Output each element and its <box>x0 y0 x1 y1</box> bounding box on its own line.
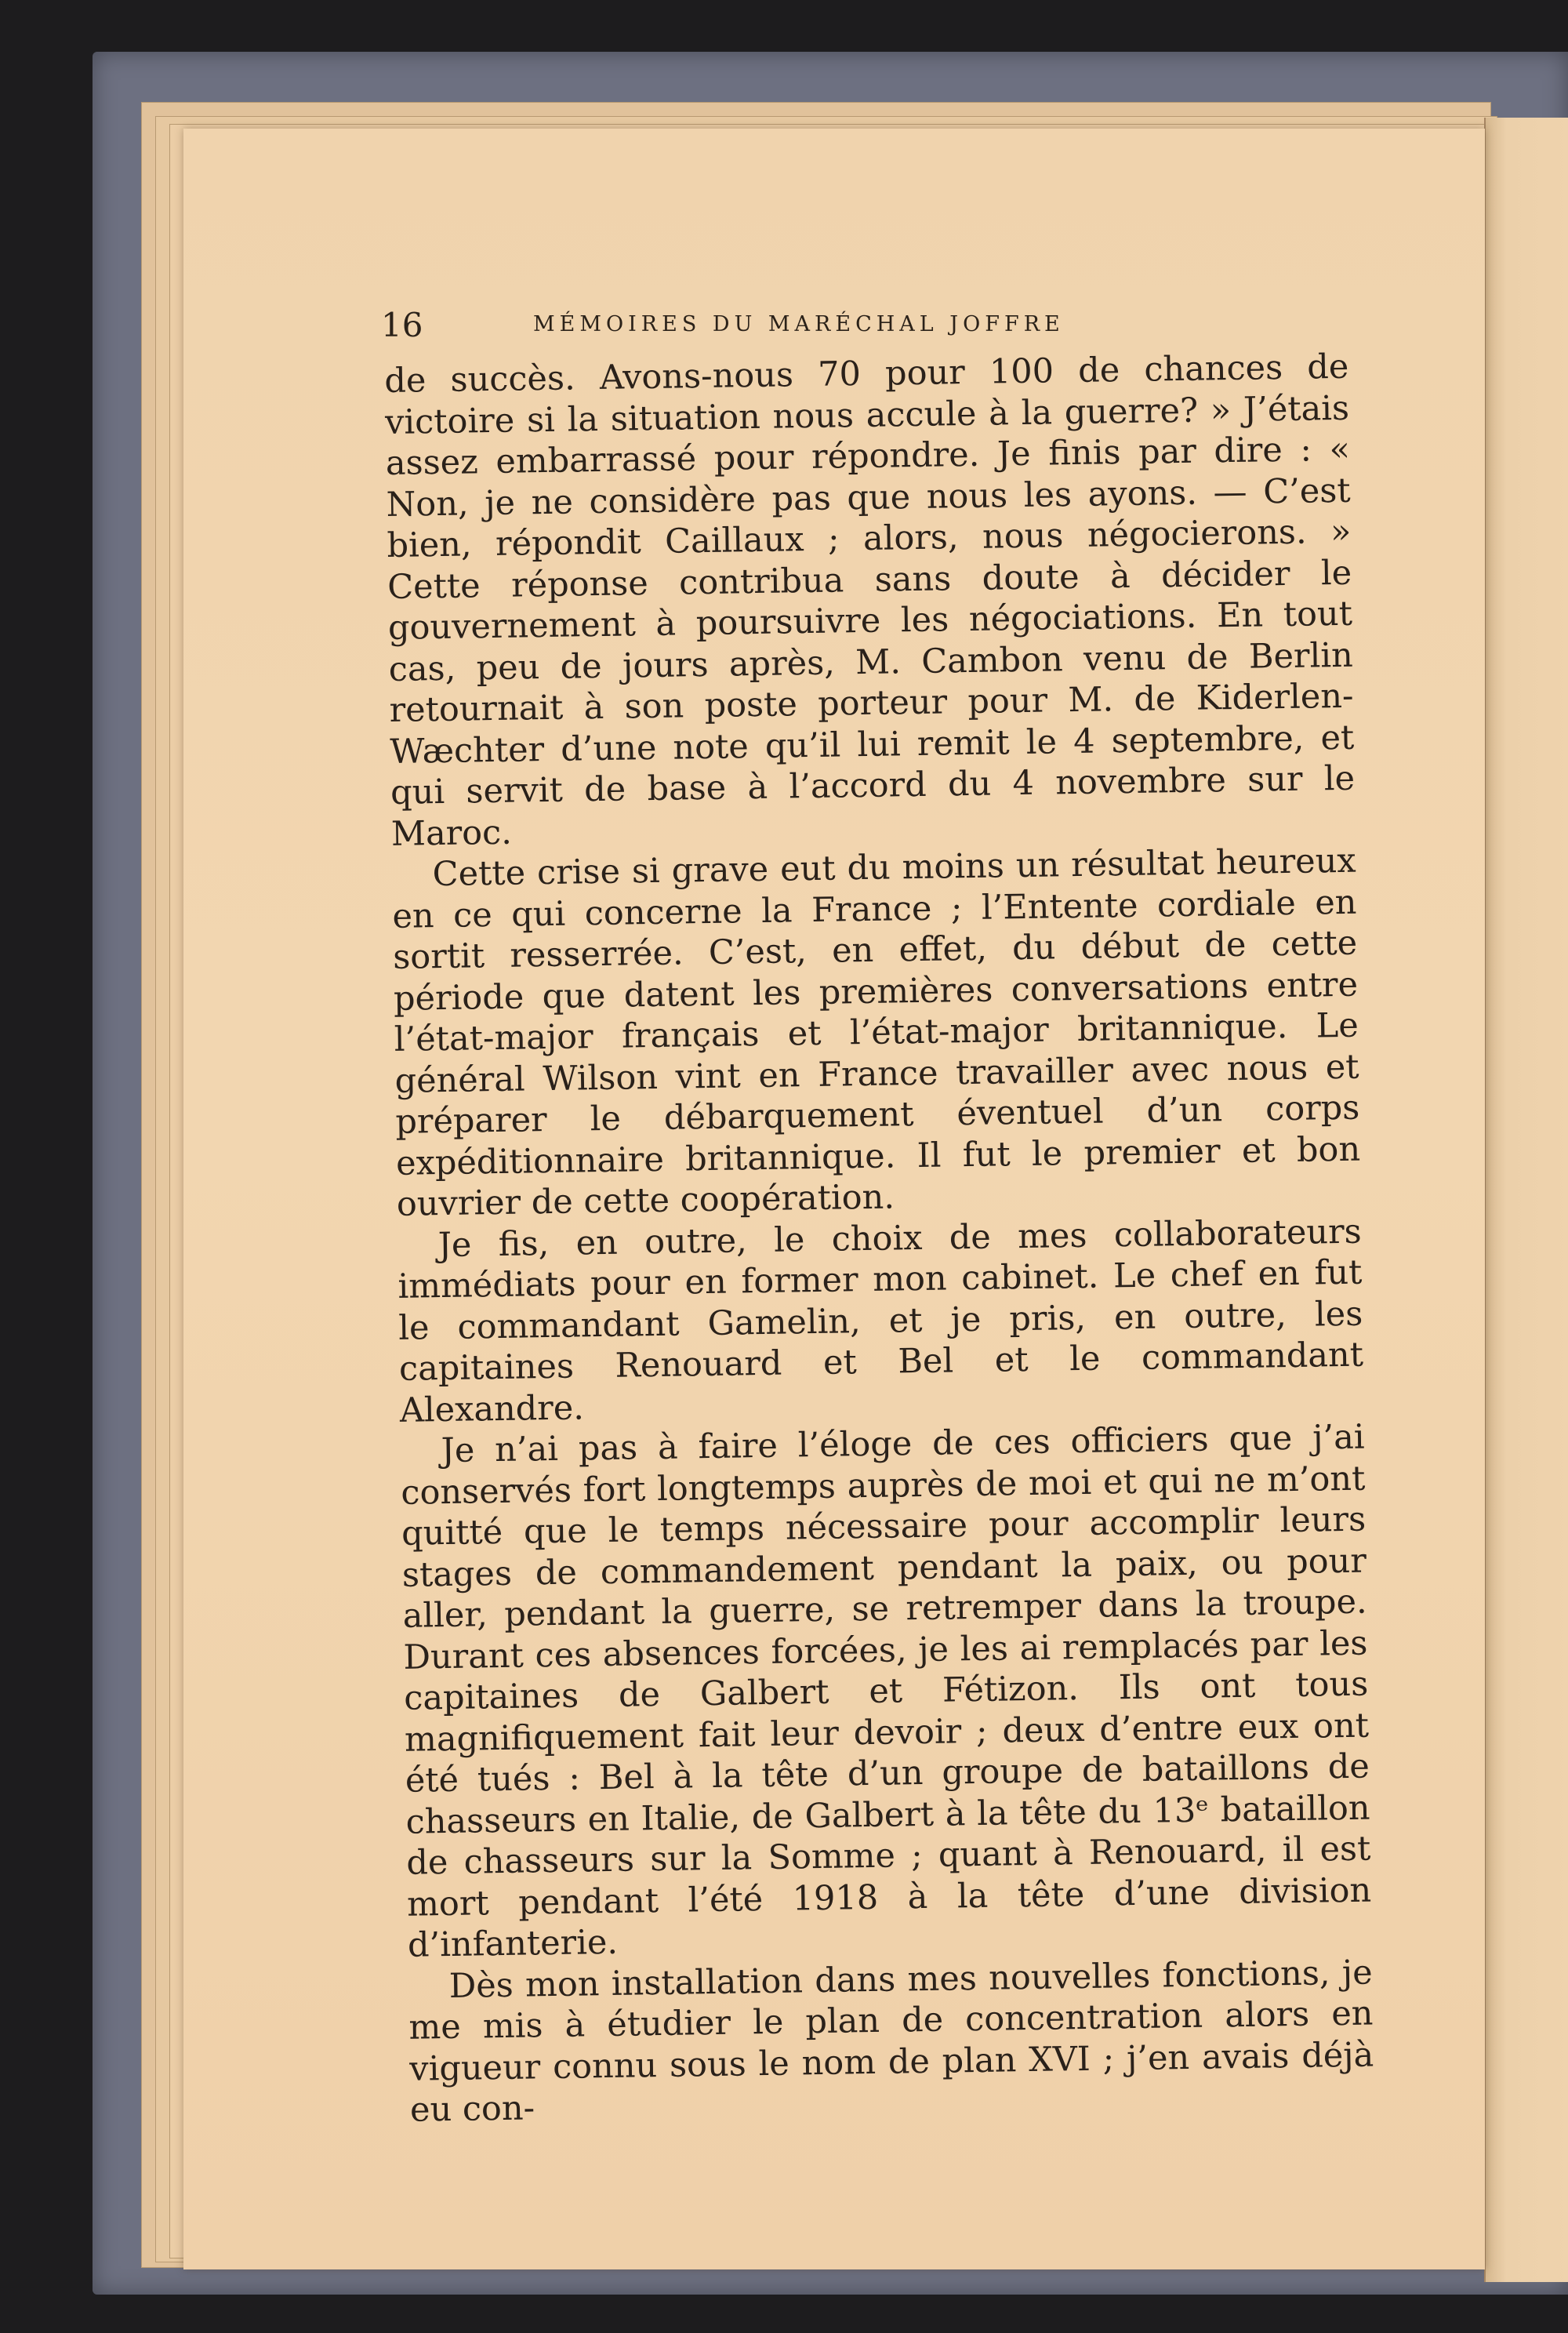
adjacent-page-edge <box>1484 118 1568 2282</box>
running-title: MÉMOIRES DU MARÉCHAL JOFFRE <box>533 312 1065 336</box>
running-head <box>381 306 1165 353</box>
paragraph: Cette crise si grave eut du moins un résultat heureux en ce qui concerne la France ; l’Entente cordiale en sortit resserrée. C’est, en effet, du début de cette période que datent les premières conversations entre l’état-major français et l’état-major britannique. Le général Wilson vint en France travailler avec nous et préparer le débarquement éventuel d’un corps expéditionnaire britannique. Il fut le premier et bon ouvrier de cette coopération. <box>392 841 1361 1224</box>
paragraph: de succès. Avons-nous 70 pour 100 de chances de victoire si la situation nous accule à la guerre? » J’étais assez embarrassé pour répondre. Je finis par dire : « Non, je ne considère pas que nous les ayons. — C’est bien, répondit Caillaux ; alors, nous négocierons. » Cette réponse contribua sans doute à décider le gouvernement à poursuivre les négociations. En tout cas, peu de jours après, M. Cambon venu de Berlin retournait à son poste porteur pour M. de Kiderlen-Wæchter d’une note qu’il lui remit le 4 septembre, et qui servit de base à l’accord du 4 novembre sur le Maroc. <box>384 347 1356 854</box>
paragraph: Je fis, en outre, le choix de mes collaborateurs immédiats pour en former mon cabinet. Le chef en fut le commandant Gamelin, et je pris, en outre, les capitaines Renouard et Bel et le commandant Alexandre. <box>397 1212 1364 1430</box>
body-text <box>384 347 1374 2130</box>
paragraph: Je n’ai pas à faire l’éloge de ces officiers que j’ai conservés fort longtemps auprès de moi et qui ne m’ont quitté que le temps nécessaire pour accomplir leurs stages de commandement pendant la paix, ou pour aller, pendant la guerre, se retremper dans la troupe. Durant ces absences forcées, je les ai remplacés par les capitaines de Galbert et Fétizon. Ils ont tous magnifiquement fait leur devoir ; deux d’entre eux ont été tués : Bel à la tête d’un groupe de bataillons de chasseurs en Italie, de Galbert à la tête du 13ᵉ bataillon de chasseurs sur la Somme ; quant à Renouard, il est mort pendant l’été 1918 à la tête d’une division d’infanterie. <box>401 1417 1372 1965</box>
page-number: 16 <box>381 306 423 344</box>
paragraph: Dès mon installation dans mes nouvelles fonctions, je me mis à étudier le plan de concentration alors en vigueur connu sous le nom de plan XVI ; j’en avais déjà eu con- <box>408 1953 1374 2130</box>
